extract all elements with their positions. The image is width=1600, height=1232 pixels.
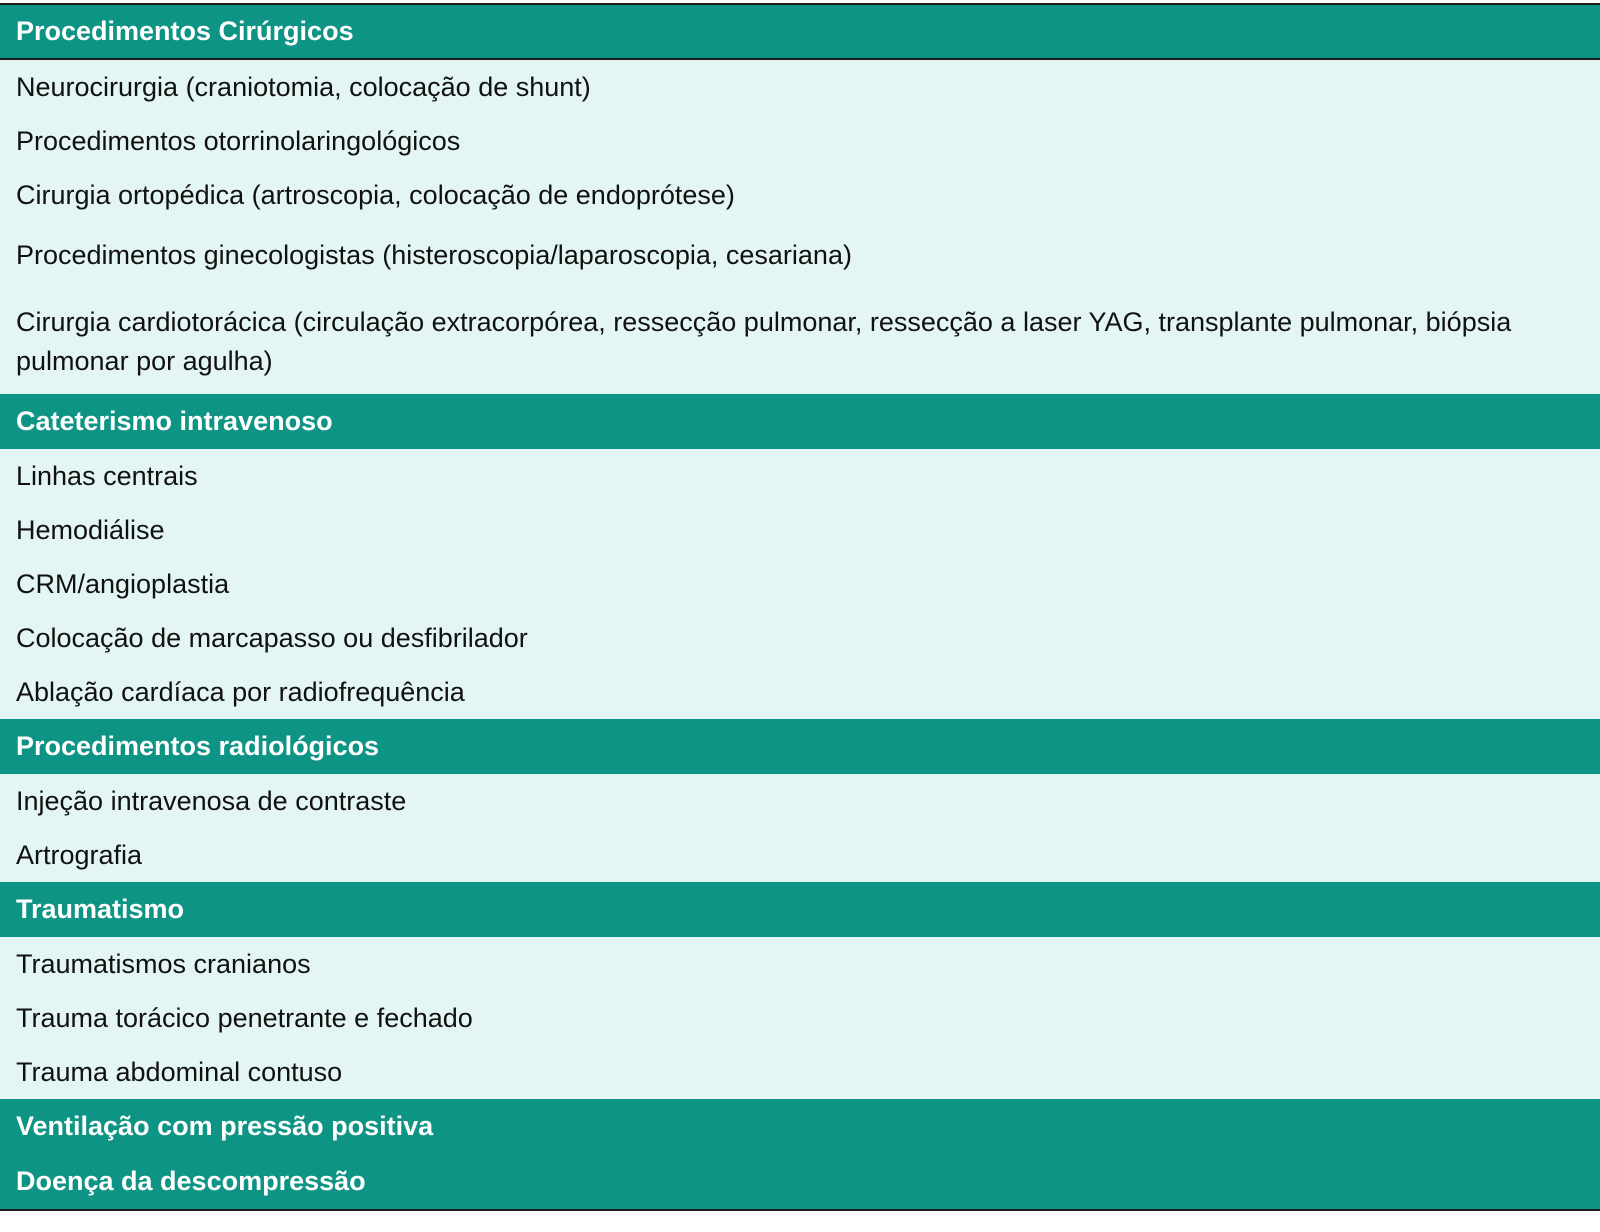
list-item: Cirurgia ortopédica (artroscopia, colocação de endoprótese) xyxy=(0,168,1600,222)
list-item: Trauma abdominal contuso xyxy=(0,1045,1600,1099)
list-item: Hemodiálise xyxy=(0,503,1600,557)
section-header-trauma: Traumatismo xyxy=(0,882,1600,937)
list-item: Trauma torácico penetrante e fechado xyxy=(0,991,1600,1045)
list-item: Linhas centrais xyxy=(0,449,1600,503)
section-header-surgical: Procedimentos Cirúrgicos xyxy=(0,5,1600,60)
list-item: Colocação de marcapasso ou desfibrilador xyxy=(0,611,1600,665)
causes-table xyxy=(0,3,1600,1211)
list-item: CRM/angioplastia xyxy=(0,557,1600,611)
section-header-ventilation: Ventilação com pressão positiva xyxy=(0,1099,1600,1154)
list-item: Procedimentos otorrinolaringológicos xyxy=(0,114,1600,168)
section-header-decompression: Doença da descompressão xyxy=(0,1154,1600,1209)
list-item: Procedimentos ginecologistas (histeroscopia/laparoscopia, cesariana) xyxy=(0,222,1600,288)
list-item: Cirurgia cardiotorácica (circulação extracorpórea, ressecção pulmonar, ressecção a laser YAG, transplante pulmonar, biópsia pulmonar por agulha) xyxy=(0,288,1600,394)
list-item: Neurocirurgia (craniotomia, colocação de shunt) xyxy=(0,60,1600,114)
list-item: Artrografia xyxy=(0,828,1600,882)
section-header-radiology: Procedimentos radiológicos xyxy=(0,719,1600,774)
list-item: Traumatismos cranianos xyxy=(0,937,1600,991)
list-item: Injeção intravenosa de contraste xyxy=(0,774,1600,828)
section-header-catheter: Cateterismo intravenoso xyxy=(0,394,1600,449)
list-item: Ablação cardíaca por radiofrequência xyxy=(0,665,1600,719)
